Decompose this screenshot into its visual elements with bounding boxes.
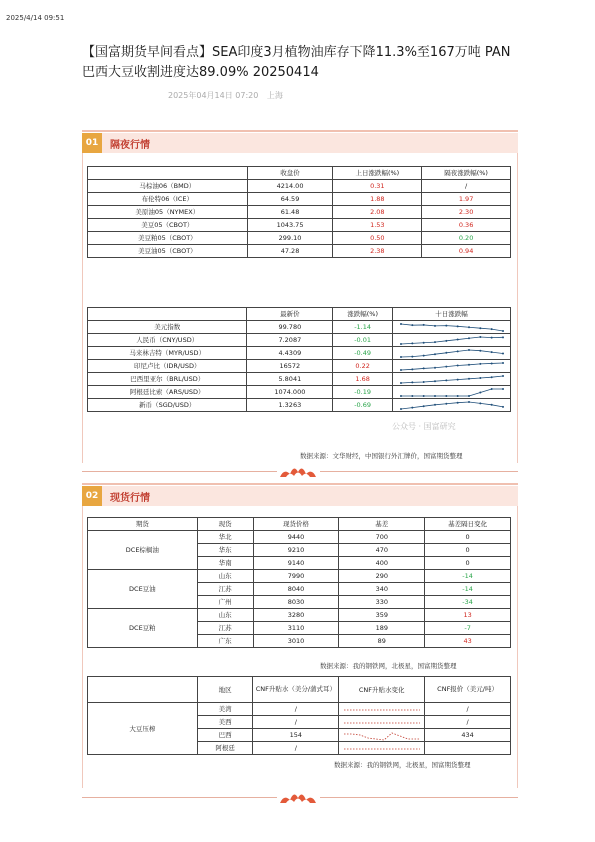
sparkline-point	[456, 395, 458, 397]
sparkline-point	[400, 382, 402, 384]
article-meta	[168, 90, 289, 101]
table-cell: 340	[339, 583, 425, 596]
sparkline-point	[468, 395, 470, 397]
table-cell: 美豆粕05（CBOT）	[88, 232, 248, 245]
table-cell: -0.19	[333, 386, 393, 399]
table-cell: 290	[339, 570, 425, 583]
sparkline	[342, 730, 422, 741]
table-cell: 0.31	[333, 180, 422, 193]
sparkline-point	[479, 402, 481, 404]
table-cell: 7.2087	[247, 334, 333, 347]
table-cell: 7990	[253, 570, 339, 583]
table-cell: 3110	[253, 622, 339, 635]
sparkline	[397, 361, 507, 372]
cnf-table	[87, 676, 511, 755]
table-row	[88, 399, 511, 412]
sparkline-line	[401, 402, 503, 409]
table-row	[88, 193, 511, 206]
sparkline-point	[456, 350, 458, 352]
table-cell: 9210	[253, 544, 339, 557]
table-cell: 47.28	[247, 245, 333, 258]
sparkline-point	[422, 341, 424, 343]
table-header-cell: CNF升贴水变化	[339, 677, 425, 703]
sparkline	[342, 704, 422, 715]
table-cell: 400	[339, 557, 425, 570]
sparkline-point	[468, 326, 470, 328]
table-header-cell: 现货价格	[253, 518, 339, 531]
sparkline-point	[400, 323, 402, 325]
section-number: 01	[82, 133, 102, 153]
sparkline-point	[479, 327, 481, 329]
sparkline-point	[411, 342, 413, 344]
table-cell: 434	[425, 729, 511, 742]
table-cell: -0.69	[333, 399, 393, 412]
table-cell: 美元指数	[88, 321, 247, 334]
table-cell: 3010	[253, 635, 339, 648]
table-cell: 山东	[197, 570, 253, 583]
table-cell: 1.68	[333, 373, 393, 386]
table-cell: 3280	[253, 609, 339, 622]
table-cell: 新币（SGD/USD）	[88, 399, 247, 412]
sparkline-point	[400, 356, 402, 358]
sparkline-line	[401, 337, 503, 344]
table-row	[88, 703, 511, 716]
table-header-cell: 涨跌幅(%)	[333, 308, 393, 321]
table-cell: 江苏	[197, 622, 253, 635]
table-cell: 美原油05（NYMEX）	[88, 206, 248, 219]
sparkline-point	[445, 339, 447, 341]
sparkline	[397, 322, 507, 333]
divider-line	[82, 471, 277, 472]
sparkline-point	[422, 354, 424, 356]
table-header-row	[88, 167, 511, 180]
sparkline-point	[456, 378, 458, 380]
table-cell: 巴西	[197, 729, 253, 742]
cloud-ornament-icon	[278, 790, 318, 804]
sparkline-point	[434, 324, 436, 326]
table-cell: 印尼卢比（IDR/USD）	[88, 360, 247, 373]
table-cell: 阿根廷比索（ARS/USD）	[88, 386, 247, 399]
table-cell: 154	[253, 729, 339, 742]
table-header-cell	[88, 677, 198, 703]
table-cell: DCE棕榈油	[88, 531, 198, 570]
table-row	[88, 373, 511, 386]
table-header-row	[88, 677, 511, 703]
sparkline-point	[468, 337, 470, 339]
sparkline-point	[434, 395, 436, 397]
table-cell: 8040	[253, 583, 339, 596]
table-cell: 0.94	[422, 245, 511, 258]
table-cell: 马来林吉特（MYR/USD）	[88, 347, 247, 360]
table-cell: 89	[339, 635, 425, 648]
sparkline-cell	[393, 386, 511, 399]
table-cell: 美西	[197, 716, 253, 729]
sparkline-cell	[393, 399, 511, 412]
divider-line	[320, 797, 518, 798]
table-row	[88, 206, 511, 219]
table-row	[88, 531, 511, 544]
sparkline-point	[490, 328, 492, 330]
table-cell: 江苏	[197, 583, 253, 596]
data-source: 数据来源：我的钢铁网，北极星，国富期货整理	[334, 761, 471, 769]
watermark: 公众号 · 国富研究	[392, 422, 456, 431]
table-cell: 巴西里亚尔（BRL/USD）	[88, 373, 247, 386]
table-cell: 0.22	[333, 360, 393, 373]
sparkline	[397, 374, 507, 385]
table-cell: DCE豆粕	[88, 609, 198, 648]
table-cell: 470	[339, 544, 425, 557]
sparkline-point	[434, 380, 436, 382]
sparkline	[397, 400, 507, 411]
article-date: 2025年04月14日 07:20	[168, 91, 259, 100]
table-cell: 布伦特06（ICE）	[88, 193, 248, 206]
table-cell: 61.48	[247, 206, 333, 219]
table-cell: 1.3263	[247, 399, 333, 412]
table-header-cell: 收盘价	[247, 167, 333, 180]
table-cell: 189	[339, 622, 425, 635]
table-cell: /	[425, 703, 511, 716]
table-cell: 1043.75	[247, 219, 333, 232]
sparkline-point	[479, 336, 481, 338]
table-cell: -1.14	[333, 321, 393, 334]
sparkline-point	[400, 369, 402, 371]
table-cell: 2.08	[333, 206, 422, 219]
table-row	[88, 347, 511, 360]
divider-line	[82, 797, 277, 798]
section-number: 02	[82, 486, 102, 506]
table-cell: 64.59	[247, 193, 333, 206]
sparkline	[397, 387, 507, 398]
table-cell: 广州	[197, 596, 253, 609]
table-row	[88, 245, 511, 258]
table-header-cell: 地区	[197, 677, 253, 703]
table-row	[88, 219, 511, 232]
table-cell: 人民币（CNY/USD）	[88, 334, 247, 347]
sparkline	[342, 717, 422, 728]
table-cell: 5.8041	[247, 373, 333, 386]
sparkline	[397, 335, 507, 346]
cnf-change-cell	[339, 703, 425, 716]
sparkline-line	[401, 389, 503, 396]
table-cell: 美湾	[197, 703, 253, 716]
cloud-ornament-icon	[278, 464, 318, 478]
table-cell: 99.780	[247, 321, 333, 334]
sparkline-point	[400, 408, 402, 410]
sparkline-point	[411, 368, 413, 370]
table-header-cell: 基差隔日变化	[425, 518, 511, 531]
sparkline-point	[502, 336, 504, 338]
table-cell: -14	[425, 583, 511, 596]
sparkline-point	[434, 341, 436, 343]
sparkline-point	[411, 324, 413, 326]
sparkline-point	[445, 351, 447, 353]
table-cell: 8030	[253, 596, 339, 609]
sparkline-point	[445, 395, 447, 397]
table-cell: 0.50	[333, 232, 422, 245]
sparkline-point	[502, 330, 504, 332]
sparkline-point	[456, 401, 458, 403]
sparkline	[397, 348, 507, 359]
data-source: 数据来源：文华财经，中国银行外汇牌价，国富期货整理	[300, 452, 463, 460]
table-cell: DCE豆油	[88, 570, 198, 609]
sparkline-point	[422, 381, 424, 383]
section-header-2	[82, 486, 518, 506]
table-cell: 阿根廷	[197, 742, 253, 755]
table-header-cell: 基差	[339, 518, 425, 531]
table-cell: /	[422, 180, 511, 193]
table-cell: -0.01	[333, 334, 393, 347]
sparkline-point	[456, 364, 458, 366]
table-cell: 1074.000	[247, 386, 333, 399]
table-row	[88, 360, 511, 373]
sparkline-line	[401, 376, 503, 383]
table-row	[88, 570, 511, 583]
table-cell: -14	[425, 570, 511, 583]
sparkline-line	[401, 324, 503, 331]
table-cell: -0.49	[333, 347, 393, 360]
table-header-cell: 最新价	[247, 308, 333, 321]
sparkline-point	[479, 391, 481, 393]
table-cell: 0.20	[422, 232, 511, 245]
table-cell: -34	[425, 596, 511, 609]
sparkline-point	[434, 403, 436, 405]
table-cell: 299.10	[247, 232, 333, 245]
table-header-cell	[88, 167, 248, 180]
overnight-futures-table	[87, 166, 511, 258]
table-cell: 359	[339, 609, 425, 622]
table-header-cell	[88, 308, 247, 321]
sparkline-cell	[393, 360, 511, 373]
table-cell: 9140	[253, 557, 339, 570]
table-cell: 13	[425, 609, 511, 622]
table-cell: /	[253, 742, 339, 755]
sparkline-point	[468, 349, 470, 351]
table-row	[88, 609, 511, 622]
sparkline-point	[502, 388, 504, 390]
table-cell: 美豆05（CBOT）	[88, 219, 248, 232]
sparkline-line	[344, 733, 420, 740]
sparkline-point	[411, 381, 413, 383]
data-source: 数据来源：我的钢铁网，北极星，国富期货整理	[320, 662, 457, 670]
table-header-cell: 现货	[197, 518, 253, 531]
sparkline-cell	[393, 334, 511, 347]
table-header-cell: 隔夜涨跌幅(%)	[422, 167, 511, 180]
sparkline-point	[479, 349, 481, 351]
sparkline-point	[422, 367, 424, 369]
table-cell: 华东	[197, 544, 253, 557]
table-cell: 0	[425, 531, 511, 544]
table-header-row	[88, 308, 511, 321]
sparkline-point	[456, 338, 458, 340]
cnf-change-cell	[339, 729, 425, 742]
sparkline-point	[490, 362, 492, 364]
sparkline-cell	[393, 373, 511, 386]
table-header-cell: 期货	[88, 518, 198, 531]
sparkline-point	[502, 405, 504, 407]
sparkline-point	[445, 402, 447, 404]
sparkline-point	[502, 375, 504, 377]
table-cell: 马棕油06（BMD）	[88, 180, 248, 193]
table-header-cell: CNF升贴水（美分/蒲式耳）	[253, 677, 339, 703]
spot-table	[87, 517, 511, 648]
table-cell: /	[425, 716, 511, 729]
sparkline-point	[422, 323, 424, 325]
table-cell: 16572	[247, 360, 333, 373]
divider-line	[320, 471, 518, 472]
sparkline-point	[411, 395, 413, 397]
fx-table	[87, 307, 511, 412]
sparkline-point	[445, 379, 447, 381]
sparkline-cell	[393, 321, 511, 334]
sparkline-line	[401, 350, 503, 357]
sparkline-point	[468, 401, 470, 403]
sparkline-point	[400, 343, 402, 345]
table-header-cell: CNF报价（美元/吨）	[425, 677, 511, 703]
table-cell: 0.36	[422, 219, 511, 232]
sparkline-point	[479, 377, 481, 379]
section-title: 现货行情	[110, 492, 150, 504]
table-row	[88, 386, 511, 399]
sparkline-point	[445, 365, 447, 367]
table-header-row	[88, 518, 511, 531]
table-cell: 山东	[197, 609, 253, 622]
sparkline-point	[490, 403, 492, 405]
sparkline-point	[422, 395, 424, 397]
sparkline-point	[411, 355, 413, 357]
sparkline-point	[468, 377, 470, 379]
sparkline-cell	[393, 347, 511, 360]
section-title: 隔夜行情	[110, 139, 150, 151]
sparkline-point	[468, 363, 470, 365]
table-cell: -7	[425, 622, 511, 635]
sparkline-point	[456, 325, 458, 327]
sparkline	[342, 743, 422, 754]
sparkline-point	[411, 406, 413, 408]
sparkline-point	[490, 388, 492, 390]
section-rule	[82, 483, 518, 485]
table-cell: 1.97	[422, 193, 511, 206]
table-row	[88, 321, 511, 334]
sparkline-point	[400, 395, 402, 397]
table-cell: 0	[425, 557, 511, 570]
article-title: 【国富期货早间看点】SEA印度3月植物油库存下降11.3%至167万吨 PAN巴西大豆收割进度达89.09% 20250414	[82, 45, 511, 80]
table-cell: 2.30	[422, 206, 511, 219]
cnf-change-cell	[339, 716, 425, 729]
cnf-change-cell	[339, 742, 425, 755]
sparkline-point	[490, 336, 492, 338]
sparkline-line	[401, 363, 503, 370]
table-cell: 4214.00	[247, 180, 333, 193]
table-cell: 0	[425, 544, 511, 557]
table-cell: 华北	[197, 531, 253, 544]
section-header-1	[82, 133, 518, 153]
table-cell: 700	[339, 531, 425, 544]
table-cell: 大豆压榨	[88, 703, 198, 755]
table-cell: 2.38	[333, 245, 422, 258]
sparkline-point	[502, 352, 504, 354]
table-header-cell: 十日涨跌幅	[393, 308, 511, 321]
sparkline-point	[445, 324, 447, 326]
table-cell: 华南	[197, 557, 253, 570]
table-cell: 43	[425, 635, 511, 648]
article-location: 上海	[266, 91, 283, 100]
table-cell: 330	[339, 596, 425, 609]
sparkline-point	[490, 376, 492, 378]
sparkline-point	[490, 351, 492, 353]
sparkline-point	[434, 353, 436, 355]
table-cell: 美豆油05（CBOT）	[88, 245, 248, 258]
sparkline-point	[434, 366, 436, 368]
sparkline-point	[502, 362, 504, 364]
table-cell: 1.53	[333, 219, 422, 232]
print-timestamp: 2025/4/14 09:51	[6, 14, 65, 22]
table-cell: 9440	[253, 531, 339, 544]
table-row	[88, 180, 511, 193]
table-cell: 4.4309	[247, 347, 333, 360]
section-rule	[82, 130, 518, 132]
sparkline-point	[422, 405, 424, 407]
table-cell: 1.88	[333, 193, 422, 206]
table-header-cell: 上日涨跌幅(%)	[333, 167, 422, 180]
table-row	[88, 232, 511, 245]
table-cell: /	[253, 703, 339, 716]
sparkline-point	[479, 362, 481, 364]
table-cell: 广东	[197, 635, 253, 648]
table-cell: /	[253, 716, 339, 729]
table-row	[88, 334, 511, 347]
table-cell	[425, 742, 511, 755]
